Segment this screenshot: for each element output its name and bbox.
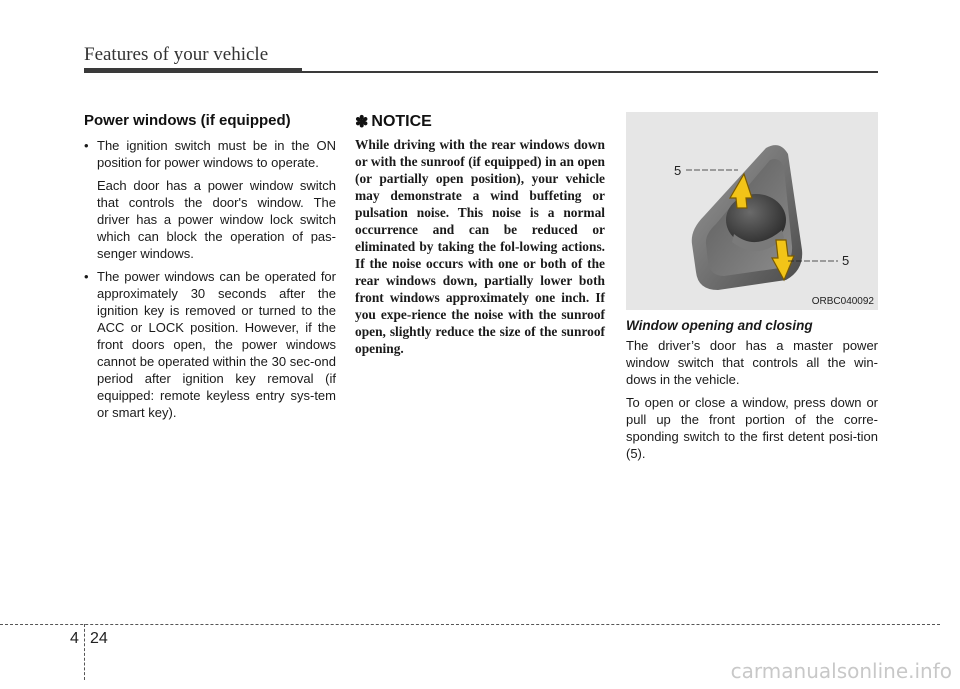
footer-chapter-number: 4 (70, 630, 79, 647)
bullet-paragraph: The power windows can be operated for approximately 30 seconds after the ignition key is removed or turned to the ACC or LOCK position. However, if the front doors open, the power windows cannot be operated within the 30 sec-ond period after ignition key removal (if equipped: remote keyless entry sys-tem or smart key). (97, 269, 336, 420)
window-switch-illustration (626, 112, 878, 310)
notice-heading-text: NOTICE (371, 113, 432, 130)
figure-label-up: 5 (674, 163, 682, 178)
footer-divider (84, 624, 85, 680)
body-paragraph: To open or close a window, press down or pull up the front portion of the corre-sponding switch to the first detent posi-tion (5). (626, 395, 878, 461)
header-rule-thin (84, 71, 878, 73)
body-paragraph: The driver’s door has a master power window switch that controls all the win-dows in the vehicle. (626, 338, 878, 387)
section-heading-power-windows: Power windows (if equipped) (84, 112, 291, 129)
power-windows-bullet-list (84, 137, 336, 421)
bullet-item (84, 268, 336, 421)
notice-symbol-icon: ✽ (355, 114, 369, 131)
figure-caption: ORBC040092 (811, 296, 874, 307)
sub-heading-window-opening: Window opening and closing (626, 318, 813, 333)
bullet-dot: • (84, 269, 89, 284)
bullet-item (84, 137, 336, 262)
column-power-windows (84, 112, 336, 427)
footer-rule (0, 624, 940, 625)
notice-heading (355, 112, 605, 132)
bullet-paragraph: The ignition switch must be in the ON position for power windows to operate. (97, 138, 336, 170)
watermark-text: carmanualsonline.info (730, 659, 952, 683)
window-switch-figure (626, 112, 878, 310)
page-header-title: Features of your vehicle (84, 44, 269, 65)
figure-label-down: 5 (842, 253, 850, 268)
column-notice (355, 112, 605, 357)
bullet-paragraph: Each door has a power window switch that controls the door's window. The driver has a power window lock switch which can block the operation of pas-senger windows. (97, 178, 336, 261)
notice-body: While driving with the rear windows down or with the sunroof (if equipped) in an open (or partially open position), your vehicle may demonstrate a wind buffeting or pulsation noise. This noise is a normal occurrence and can be reduced or eliminated by taking the fol-lowing actions. If the noise occurs with one or both of the rear windows down, partially lower both front windows approximately one inch. If you expe-rience the noise with the sunroof open, slightly reduce the size of the sunroof opening. (355, 137, 605, 356)
column-window-opening (626, 112, 878, 468)
bullet-dot: • (84, 138, 89, 153)
footer-page-number: 24 (90, 630, 108, 647)
